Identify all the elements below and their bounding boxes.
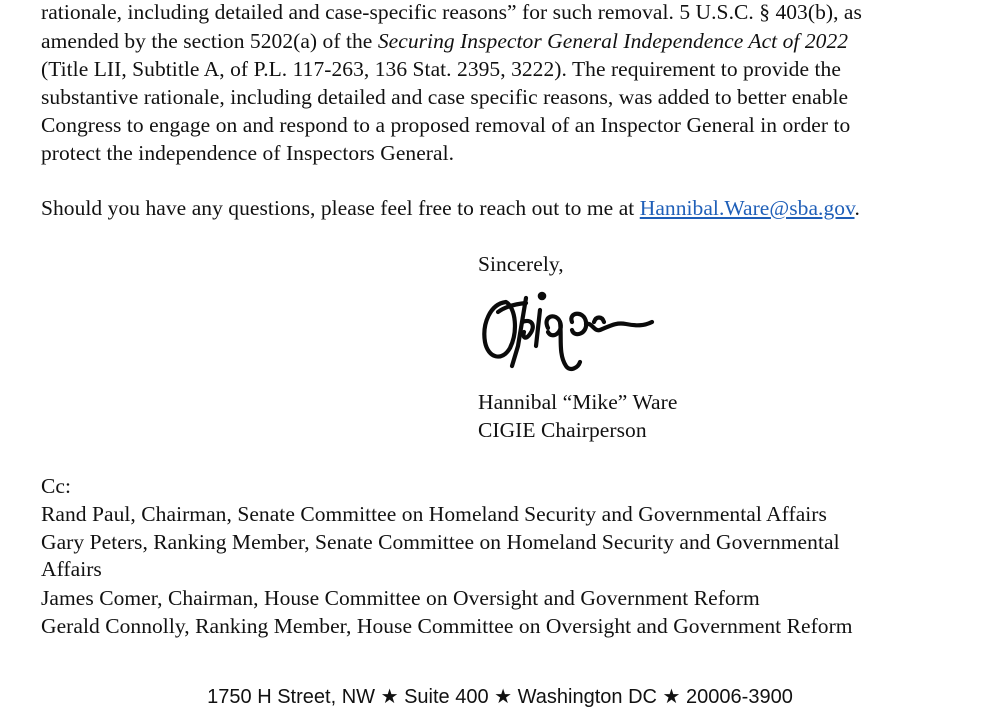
cc-line-3: Affairs: [41, 557, 102, 581]
cc-line-4: James Comer, Chairman, House Committee on Oversight and Government Reform: [41, 586, 760, 610]
footer-street: 1750 H Street, NW: [207, 686, 376, 708]
contact-end: .: [854, 196, 860, 220]
signature-image: [476, 282, 661, 377]
footer-zip: 20006-3900: [686, 686, 793, 708]
star-icon: ★: [662, 686, 681, 708]
body-line-4: substantive rationale, including detailed and case specific reasons, was added to better enable: [41, 85, 849, 109]
body-line-2: [41, 28, 848, 55]
contact-text: Should you have any questions, please feel free to reach out to me at: [41, 196, 640, 220]
footer-city: Washington DC: [517, 686, 657, 708]
footer-address: [0, 684, 1000, 710]
email-link[interactable]: Hannibal.Ware@sba.gov: [639, 196, 855, 220]
body-line-1: rationale, including detailed and case-specific reasons” for such removal. 5 U.S.C. § 403(b), as: [41, 0, 862, 24]
act-title: Securing Inspector General Independence Act of 2022: [377, 29, 849, 53]
contact-paragraph: [41, 195, 860, 222]
footer-suite: Suite 400: [404, 686, 489, 708]
body-line-2-text: amended by the section 5202(a) of the: [41, 29, 378, 53]
salutation: Sincerely,: [478, 252, 564, 276]
signer-title: CIGIE Chairperson: [478, 418, 647, 442]
cc-label: Cc:: [41, 474, 72, 498]
star-icon: ★: [380, 686, 399, 708]
star-icon: ★: [494, 686, 513, 708]
cc-line-2: Gary Peters, Ranking Member, Senate Committee on Homeland Security and Governmental: [41, 530, 840, 554]
cc-line-1: Rand Paul, Chairman, Senate Committee on Homeland Security and Governmental Affairs: [41, 502, 827, 526]
body-line-5: Congress to engage on and respond to a proposed removal of an Inspector General in order to: [41, 113, 851, 137]
cc-line-5: Gerald Connolly, Ranking Member, House Committee on Oversight and Government Reform: [41, 614, 853, 638]
signer-name: Hannibal “Mike” Ware: [478, 390, 678, 414]
body-line-3: (Title LII, Subtitle A, of P.L. 117-263, 136 Stat. 2395, 3222). The requirement to provide the: [41, 57, 841, 81]
body-line-6: protect the independence of Inspectors General.: [41, 141, 455, 165]
